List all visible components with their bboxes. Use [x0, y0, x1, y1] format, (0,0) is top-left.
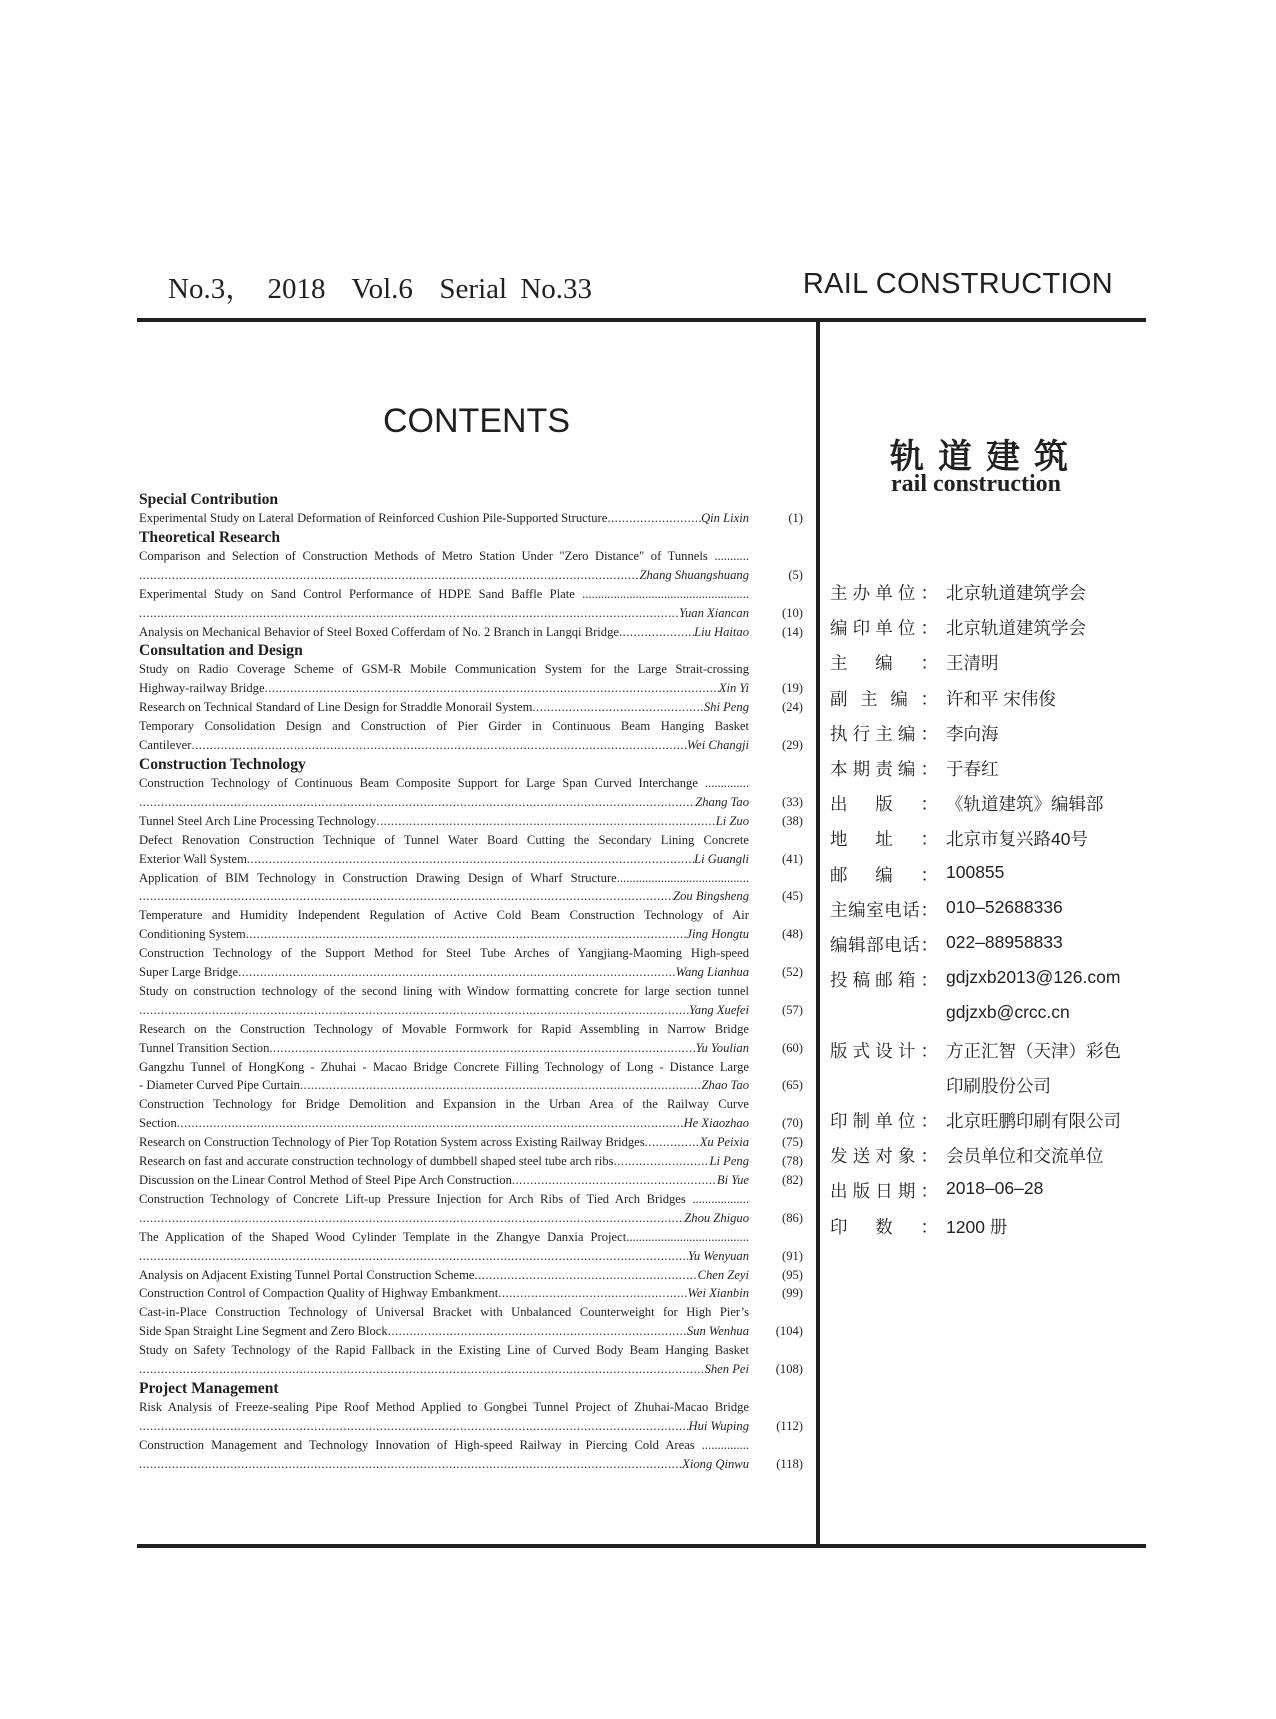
toc-entry-page: (78): [782, 1154, 803, 1169]
toc-entry-title: Conditioning System: [139, 927, 246, 942]
dot-leader: [247, 850, 694, 869]
toc-entry-title: Research on Technical Standard of Line Design for Straddle Monorail System: [139, 700, 533, 715]
toc-entry-author: Wang Lianhua: [675, 965, 749, 980]
masthead-value: gdjzxb2013@126.com: [946, 967, 1121, 988]
toc-entry-page: (5): [788, 567, 803, 582]
bottom-rule: [137, 1544, 1146, 1548]
toc-entry-author: Yu Wenyuan: [688, 1248, 749, 1263]
column-divider: [816, 322, 820, 1544]
toc-entry: [139, 982, 803, 1020]
toc-section-heading: Theoretical Research: [139, 528, 281, 546]
toc-entry-page: (86): [782, 1210, 803, 1225]
toc-entry-title: Tunnel Transition Section: [139, 1040, 270, 1055]
masthead-value: 会员单位和交流单位: [946, 1146, 1104, 1167]
toc-entry-title: The Application of the Shaped Wood Cylinder Template in the Zhangye Danxia Project.......................................: [139, 1229, 749, 1244]
toc-entry-author: Wei Changji: [686, 738, 749, 753]
toc-entry-title: Study on Radio Coverage Scheme of GSM-R Mobile Communication System for the Large Strait-crossing: [139, 662, 749, 677]
masthead-value: 1200 册: [946, 1216, 1008, 1237]
toc-entry-author: Zhang Shuangshuang: [639, 567, 749, 582]
toc-entry-page: (82): [782, 1173, 803, 1187]
toc-entry-title: Temporary Consolidation Design and Construction of Pier Girder in Continuous Beam Hanging Basket: [139, 719, 749, 734]
masthead-value: 北京旺鹏印刷有限公司: [946, 1111, 1121, 1131]
toc-entry-title: Construction Management and Technology Innovation of High-speed Railway in Piercing Cold Areas ...............: [139, 1437, 749, 1452]
toc-entry-page: (19): [782, 681, 803, 696]
toc-entry: [139, 869, 803, 907]
toc-entry: [139, 623, 803, 642]
toc-entry-author: Zou Bingsheng: [673, 889, 749, 904]
toc-entry-title: Application of BIM Technology in Construction Drawing Design of Wharf Structure..........................................: [139, 870, 749, 885]
dot-leader: [139, 1247, 688, 1266]
toc-entry-page: (38): [782, 813, 803, 828]
toc-section-heading: Construction Technology: [139, 755, 306, 773]
toc-entry: [139, 774, 803, 812]
masthead-label: 本 期 责 编 ：: [830, 759, 938, 779]
masthead-value: gdjzxb@crcc.cn: [946, 1002, 1070, 1023]
toc-entry-title: Cast-in-Place Construction Technology of Universal Bracket with Unbalanced Counterweight for High Pier’s: [139, 1305, 749, 1320]
dot-leader: [300, 1076, 702, 1095]
masthead-label: 编 印 单 位 ：: [830, 618, 938, 639]
toc-entry-title: Analysis on Adjacent Existing Tunnel Portal Construction Scheme: [139, 1267, 475, 1282]
dot-leader: [139, 793, 695, 812]
masthead-label: 主 办 单 位 ：: [830, 583, 938, 603]
toc-entry-title: Analysis on Mechanical Behavior of Steel Boxed Cofferdam of No. 2 Branch in Langqi Bridge: [139, 624, 619, 639]
toc-entry-title: Cantilever: [139, 738, 192, 753]
toc-entry: [139, 831, 803, 869]
masthead-label: 投 稿 邮 箱 ：: [830, 970, 938, 991]
dot-leader: [376, 812, 715, 831]
toc-entry-page: (10): [782, 605, 803, 620]
toc-entry-title: - Diameter Curved Pipe Curtain: [139, 1078, 300, 1093]
toc-entry: [139, 585, 803, 623]
toc-entry-title: Research on the Construction Technology of Movable Formwork for Rapid Assembling in Narrow Bridge: [139, 1021, 749, 1036]
table-of-contents: [139, 490, 803, 1474]
toc-entry-page: (75): [782, 1135, 803, 1150]
toc-entry: [139, 1152, 803, 1171]
masthead-label: 邮 编 ：: [830, 864, 938, 885]
masthead-label: 印 数 ：: [830, 1216, 938, 1237]
toc-entry-author: Shen Pei: [704, 1362, 749, 1377]
toc-entry-author: Jing Hongtu: [686, 927, 749, 942]
toc-entry-author: Sun Wenhua: [686, 1324, 749, 1339]
toc-entry: [139, 660, 803, 698]
dot-leader: [607, 509, 701, 528]
toc-entry: [139, 1284, 803, 1303]
toc-entry: [139, 1228, 803, 1266]
toc-entry: [139, 509, 803, 528]
toc-entry: [139, 812, 803, 831]
toc-entry-author: Hui Wuping: [688, 1418, 749, 1433]
toc-entry-author: Wei Xianbin: [687, 1286, 749, 1301]
toc-entry-author: Zhang Tao: [695, 794, 749, 809]
toc-entry-title: Temperature and Humidity Independent Regulation of Active Cold Beam Construction Technology of Air: [139, 908, 749, 923]
masthead-label: 地 址 ：: [830, 829, 938, 850]
toc-entry-author: Zhao Tao: [701, 1078, 749, 1093]
toc-entry-author: Liu Haitao: [694, 624, 749, 639]
dot-leader: [246, 925, 687, 944]
toc-entry-page: (57): [782, 1002, 803, 1017]
masthead-value: 022–88958833: [946, 932, 1063, 952]
masthead-label: 执 行 主 编 ：: [830, 723, 938, 744]
toc-entry-title: Construction Technology of Concrete Lift-up Pressure Injection for Arch Ribs of Tied Arch Bridges ..................: [139, 1191, 749, 1206]
toc-entry-title: Research on fast and accurate construction technology of dumbbell shaped steel tube arch ribs: [139, 1154, 614, 1169]
toc-entry-title: Construction Technology of Continuous Beam Composite Support for Large Span Curved Interchange ..............: [139, 775, 749, 790]
masthead-value: 王清明: [946, 653, 999, 674]
toc-entry-author: Yang Xuefei: [688, 1002, 749, 1017]
toc-entry-author: Xin Yi: [718, 681, 749, 696]
masthead-value: 100855: [946, 861, 1005, 882]
masthead-value: 北京轨道建筑学会: [946, 583, 1086, 603]
masthead-value: 北京市复兴路40号: [946, 829, 1088, 850]
toc-entry-page: (45): [782, 889, 803, 904]
toc-entry-author: Qin Lixin: [701, 511, 749, 525]
dot-leader: [614, 1152, 710, 1171]
dot-leader: [139, 1001, 689, 1020]
dot-leader: [474, 1266, 697, 1285]
masthead-label: 主 编 ：: [830, 653, 938, 674]
dot-leader: [265, 679, 719, 698]
journal-chinese-title: 轨道建筑: [890, 438, 1082, 476]
dot-leader: [388, 1322, 687, 1341]
toc-entry-title: Exterior Wall System: [139, 851, 247, 866]
journal-name-header: RAIL CONSTRUCTION: [802, 268, 1113, 300]
toc-entry-page: (108): [775, 1362, 803, 1377]
toc-entry-title: Study on construction technology of the second lining with Window formatting concrete for large section tunnel: [139, 983, 749, 998]
toc-entry-title: Construction Control of Compaction Quality of Highway Embankment: [139, 1286, 499, 1301]
toc-entry-page: (52): [782, 965, 803, 980]
toc-entry-author: Yu Youlian: [695, 1040, 749, 1055]
toc-entry-page: (91): [782, 1248, 803, 1263]
masthead-label: 印 制 单 位 ：: [830, 1111, 938, 1131]
masthead-label: 出 版 日 期 ：: [830, 1181, 938, 1202]
dot-leader: [139, 566, 639, 585]
toc-entry-page: (1): [788, 511, 803, 525]
dot-leader: [619, 623, 694, 642]
toc-entry-page: (104): [775, 1324, 803, 1339]
masthead-value: 北京轨道建筑学会: [946, 618, 1086, 639]
toc-entry: [139, 1133, 803, 1152]
masthead-label: 编 辑 部 电 话 ：: [830, 935, 938, 955]
toc-entry-title: Discussion on the Linear Control Method of Steel Pipe Arch Construction: [139, 1173, 512, 1187]
masthead-value: 《轨道建筑》编辑部: [946, 794, 1104, 815]
dot-leader: [191, 736, 686, 755]
dot-leader: [139, 1360, 705, 1379]
toc-entry-title: Experimental Study on Sand Control Performance of HDPE Sand Baffle Plate .....................................................: [139, 586, 749, 601]
toc-section-heading: Project Management: [139, 1379, 279, 1397]
masthead-label: 发 送 对 象 ：: [830, 1146, 938, 1167]
contents-title: CONTENTS: [383, 402, 570, 440]
toc-entry-title: Gangzhu Tunnel of HongKong - Zhuhai - Macao Bridge Concrete Filling Technology of Long - Distance Large: [139, 1059, 749, 1074]
top-rule: [137, 318, 1146, 322]
toc-section-heading: Consultation and Design: [139, 642, 303, 660]
toc-entry-page: (24): [782, 700, 803, 715]
toc-entry: [139, 1171, 803, 1190]
toc-entry-author: Zhou Zhiguo: [684, 1210, 749, 1225]
toc-entry-author: Xiong Qinwu: [682, 1456, 749, 1471]
dot-leader: [139, 887, 673, 906]
masthead-label: 版 式 设 计 ：: [830, 1040, 938, 1061]
dot-leader: [139, 604, 679, 623]
toc-entry: [139, 1266, 803, 1285]
dot-leader: [238, 963, 676, 982]
toc-entry-page: (60): [782, 1040, 803, 1055]
toc-entry: [139, 906, 803, 944]
toc-entry-title: Risk Analysis of Freeze-sealing Pipe Roof Method Applied to Gongbei Tunnel Project of Zhuhai-Macao Bridge: [139, 1399, 749, 1414]
toc-entry: [139, 1020, 803, 1058]
toc-entry-title: Defect Renovation Construction Technique of Tunnel Water Board Cutting the Secondary Lining Concrete: [139, 832, 749, 847]
toc-entry: [139, 547, 803, 585]
toc-entry-page: (48): [782, 927, 803, 942]
toc-entry-page: (14): [782, 624, 803, 639]
toc-entry-author: Xu Peixia: [699, 1135, 749, 1150]
toc-entry: [139, 1398, 803, 1436]
toc-entry-title: Construction Technology for Bridge Demolition and Expansion in the Urban Area of the Railway Curve: [139, 1097, 749, 1112]
masthead-value: 2018–06–28: [946, 1178, 1044, 1199]
masthead-label: 出 版 ：: [830, 794, 938, 815]
dot-leader: [498, 1284, 687, 1303]
toc-entry-author: He Xiaozhao: [683, 1116, 749, 1131]
toc-entry: [139, 1341, 803, 1379]
dot-leader: [512, 1171, 717, 1190]
toc-entry-page: (95): [782, 1267, 803, 1282]
toc-entry-author: Chen Zeyi: [697, 1267, 749, 1282]
toc-entry-author: Bi Yue: [716, 1173, 749, 1187]
masthead-value: 印刷股份公司: [946, 1075, 1051, 1096]
dot-leader: [269, 1039, 695, 1058]
toc-entry: [139, 1095, 803, 1133]
toc-entry: [139, 944, 803, 982]
toc-entry-title: Construction Technology of the Support Method for Steel Tube Arches of Yangjiang-Maoming High-speed: [139, 946, 749, 961]
dot-leader: [139, 1209, 684, 1228]
dot-leader: [532, 698, 703, 717]
toc-entry-title: Research on Construction Technology of Pier Top Rotation System across Existing Railway Bridges: [139, 1135, 645, 1150]
toc-entry: [139, 1190, 803, 1228]
toc-entry-page: (118): [776, 1456, 803, 1471]
toc-entry-title: Tunnel Steel Arch Line Processing Technology: [139, 813, 377, 828]
toc-entry: [139, 717, 803, 755]
toc-entry-title: Highway-railway Bridge: [139, 681, 265, 696]
toc-entry-author: Li Zuo: [715, 813, 749, 828]
dot-leader: [139, 1417, 688, 1436]
toc-entry-title: Study on Safety Technology of the Rapid Fallback in the Existing Line of Curved Body Beam Hanging Basket: [139, 1343, 749, 1358]
toc-entry-page: (99): [782, 1286, 803, 1301]
toc-entry-author: Li Peng: [709, 1154, 749, 1169]
toc-entry-author: Shi Peng: [703, 700, 749, 715]
issue-line: No.3， 2018 Vol.6 Serial No.33: [168, 273, 593, 305]
toc-entry-page: (29): [782, 738, 803, 753]
dot-leader: [177, 1114, 684, 1133]
toc-entry-title: Experimental Study on Lateral Deformation of Reinforced Cushion Pile-Supported Structure: [139, 511, 608, 525]
dot-leader: [139, 1455, 682, 1474]
toc-entry-page: (112): [776, 1418, 803, 1433]
toc-entry-title: Comparison and Selection of Construction Methods of Metro Station Under "Zero Distance" of Tunnels ...........: [139, 548, 749, 563]
masthead-value: 李向海: [946, 723, 999, 744]
masthead-value: 许和平 宋伟俊: [946, 688, 1056, 709]
toc-section-heading: Special Contribution: [139, 491, 279, 508]
masthead-label: 副 主 编 ：: [830, 688, 938, 709]
toc-entry-page: (70): [782, 1116, 803, 1131]
toc-entry-author: Li Guangli: [694, 851, 749, 866]
masthead-value: 于春红: [946, 759, 999, 779]
toc-entry-page: (65): [782, 1078, 803, 1093]
toc-entry-page: (41): [782, 851, 803, 866]
toc-entry: [139, 1303, 803, 1341]
toc-entry-title: Section: [139, 1116, 177, 1131]
toc-entry-title: Super Large Bridge: [139, 965, 239, 980]
toc-entry: [139, 698, 803, 717]
masthead-value: 010–52688336: [946, 896, 1063, 917]
masthead-value: 方正汇智（天津）彩色: [946, 1040, 1121, 1061]
toc-entry-author: Yuan Xiancan: [679, 605, 749, 620]
toc-entry: [139, 1436, 803, 1474]
dot-leader: [645, 1133, 700, 1152]
toc-entry-title: Side Span Straight Line Segment and Zero Block: [139, 1324, 388, 1339]
toc-entry-page: (33): [782, 794, 803, 809]
journal-english-title: rail construction: [891, 471, 1061, 497]
toc-entry: [139, 1058, 803, 1096]
masthead-label: 主 编 室 电 话 ：: [830, 899, 938, 920]
